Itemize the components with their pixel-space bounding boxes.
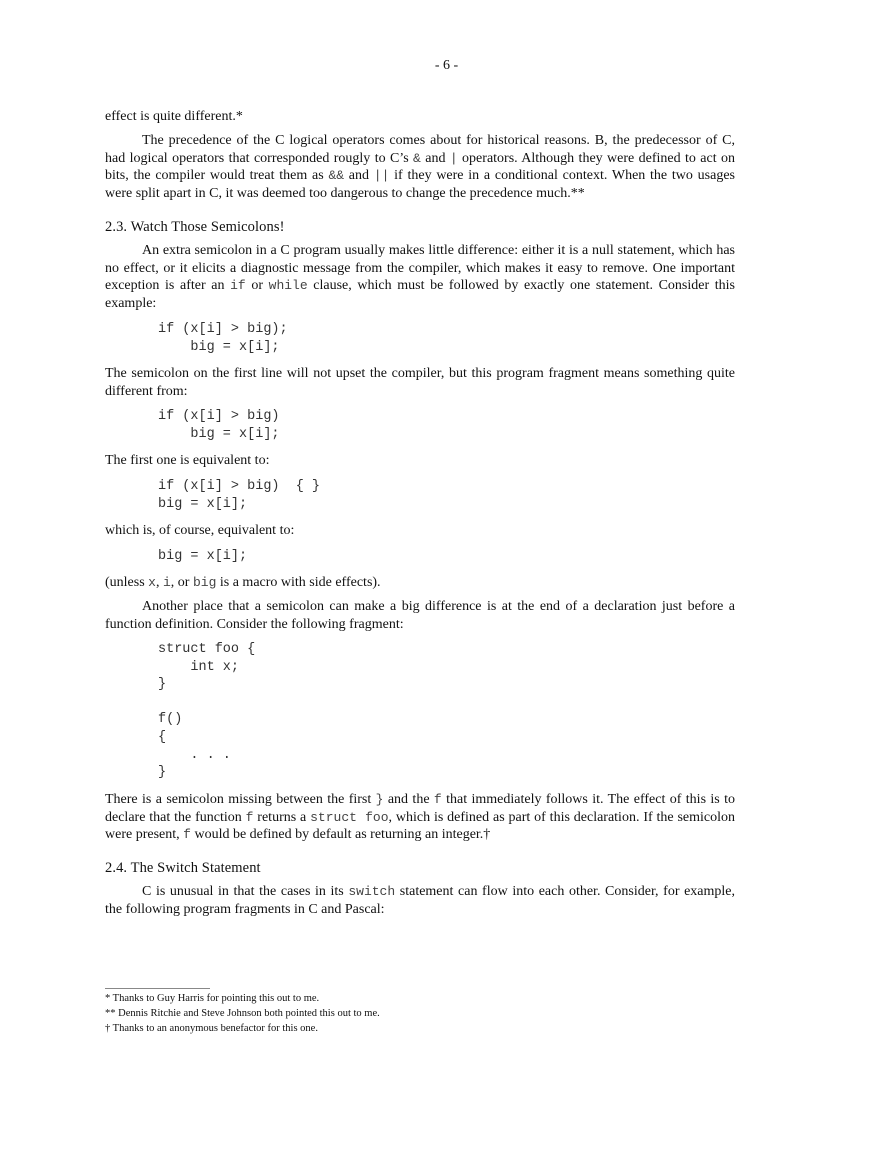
inline-code: } [375,792,384,807]
inline-code: if [230,278,246,294]
inline-code: while [268,278,308,294]
inline-code: f [183,827,191,843]
text: and the [383,792,434,807]
paragraph-semicolons [105,242,735,312]
text: clause, which must be followed by exactly one statement. Consider this example: [105,278,735,311]
inline-code: f [433,792,442,807]
code-block-3: if (x[i] > big) { } big = x[i]; [158,479,321,512]
page-number: - 6 - [434,58,459,73]
paragraph-unless [105,574,735,592]
footnote-1: * Thanks to Guy Harris for pointing this out to me. [105,993,320,1004]
inline-code: && [328,168,345,184]
text: if they were in a conditional context. When the two usages were split apart in C, it was deemed too dangerous to change the precedence much.** [105,168,735,201]
footnote-2: ** Dennis Ritchie and Steve Johnson both pointed this out to me. [105,1008,380,1019]
text: or [245,278,269,294]
text: C is unusual in that the cases in its [142,884,349,899]
code-block-5: struct foo { int x; } f() { . . . } [158,642,256,781]
inline-code: || [373,168,390,184]
text: , [155,575,163,590]
text: statement can flow into each other. Consider, for example, the following program fragments in C and Pascal: [105,884,736,917]
text: that immediately follows it. The effect of this is to declare that the function [105,792,736,825]
text: (unless [105,575,149,590]
text: The precedence of the C logical operators comes about for historical reasons. B, the predecessor of C, had logical operators that corresponded rougly to C’s [105,133,735,166]
inline-code: x [148,575,156,590]
paragraph-of-course: which is, of course, equivalent to: [105,523,295,538]
paragraph-equivalent: The first one is equivalent to: [105,453,270,468]
paragraph-carryover: effect is quite different.* [105,109,243,124]
inline-code: i [162,575,171,590]
footnote-3: † Thanks to an anonymous benefactor for this one. [105,1023,318,1034]
paragraph-precedence [105,132,735,202]
section-heading-2-3: 2.3. Watch Those Semicolons! [105,219,285,235]
paragraph-switch [105,883,735,918]
inline-code: big [192,575,217,590]
text: and [420,150,450,166]
code-block-2: if (x[i] > big) big = x[i]; [158,409,280,442]
text: An extra semicolon in a C program usually makes little difference: either it is a null statement, which has no effect, or it elicits a diagnostic message from the compiler, which makes it easy to remove. One important exception is after an [105,243,735,294]
text: is a macro with side effects). [216,575,381,590]
inline-code: | [449,150,458,166]
paragraph-missing-semicolon [105,791,735,844]
code-block-4: big = x[i]; [158,549,248,564]
text: returns a [253,809,311,825]
text: and [344,168,374,184]
text: operators. Although they were defined to act on bits, the compiler would treat them as [105,150,735,184]
footnote-divider [105,988,210,989]
inline-code: f [245,809,254,825]
code-block-1: if (x[i] > big); big = x[i]; [158,322,288,355]
paragraph-semicolon-effect: The semicolon on the first line will not upset the compiler, but this program fragment means something quite different from: [105,366,735,399]
text: would be defined by default as returning an integer.† [190,827,491,843]
text: , or [170,575,193,590]
section-heading-2-4: 2.4. The Switch Statement [105,860,261,876]
inline-code: struct foo [310,809,389,825]
inline-code: switch [348,884,396,899]
text: There is a semicolon missing between the first [105,792,376,807]
paragraph-declaration: Another place that a semicolon can make a big difference is at the end of a declaration just before a function definition. Consider the following fragment: [105,599,735,632]
text: , which is defined as part of this declaration. If the semicolon were present, [105,809,736,843]
inline-code: & [413,150,421,166]
